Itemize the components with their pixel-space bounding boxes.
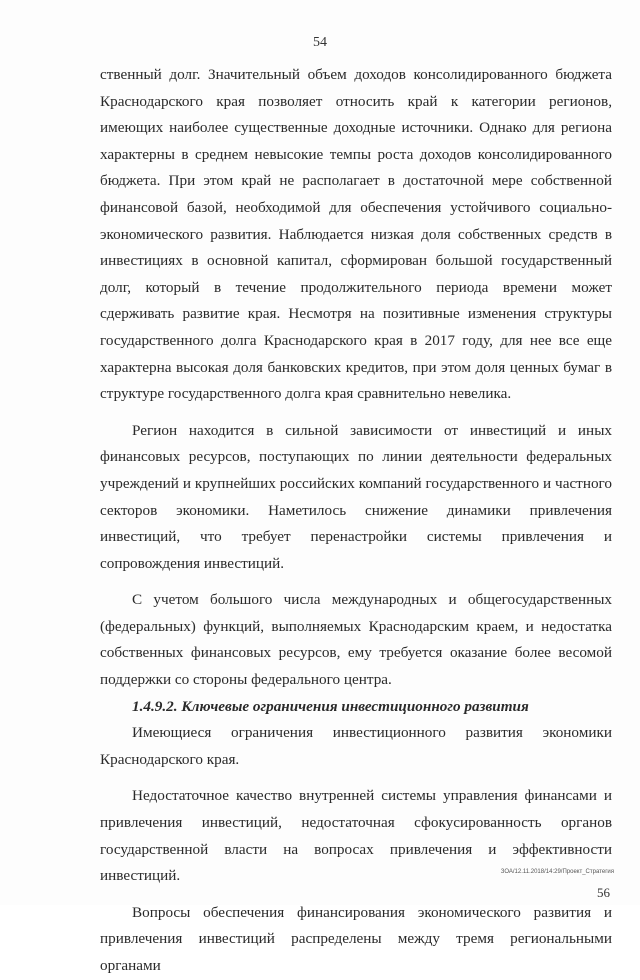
body-text: [100, 62, 612, 980]
page-number-top: 54: [313, 35, 327, 50]
page-number-bottom: 56: [597, 885, 610, 900]
paragraph-2: Регион находится в сильной зависимости от инвестиций и иных финансовых ресурсов, поступающих по линии деятельности федеральных учреждений и крупнейших российских компаний государственного и частного секторов экономики. Наметилось снижение динамики привлечения инвестиций, что требует перенастройки системы привлечения и сопровождения инвестиций.: [100, 421, 612, 572]
section-paragraph-2: Недостаточное качество внутренней системы управления финансами и привлечения инвестиций, недостаточная сфокусированность органов государственной власти на вопросах привлечения и эффективности инвестиций.: [100, 787, 612, 885]
footer-stamp: ЗОА/12.11.2018/14:29/Проект_Стратегия: [500, 869, 614, 875]
paragraph-1: ственный долг. Значительный объем доходов консолидированного бюджета Краснодарского края позволяет относить край к категории регионов, имеющих наиболее существенные доходные источники. Однако для региона характерны в среднем невысокие темпы роста доходов консолидированного бюджета. При этом край не располагает в достаточной мере собственной финансовой базой, необходимой для обеспечения устойчивого социально-экономического развития. Наблюдается низкая доля собственных средств в инвестициях в основной капитал, сформирован большой государственный долг, который в течение продолжительного периода времени может сдерживать развитие края. Несмотря на позитивные изменения структуры государственного долга Краснодарского края в 2017 году, для нее все еще характерна высокая доля банковских кредитов, при этом доля ценных бумаг в структуре государственного долга края сравнительно невелика.: [100, 66, 612, 403]
section-paragraph-1: Имеющиеся ограничения инвестиционного развития экономики Краснодарского края.: [100, 724, 612, 768]
section-paragraph-3: Вопросы обеспечения финансирования экономического развития и привлечения инвестиций распределены между тремя региональными органами: [100, 903, 612, 974]
section-heading: 1.4.9.2. Ключевые ограничения инвестиционного развития: [132, 697, 529, 715]
paragraph-3: С учетом большого числа международных и общегосударственных (федеральных) функций, выполняемых Краснодарским краем, и недостатка собственных финансовых ресурсов, ему требуется оказание более весомой поддержки со стороны федерального центра.: [100, 591, 612, 689]
